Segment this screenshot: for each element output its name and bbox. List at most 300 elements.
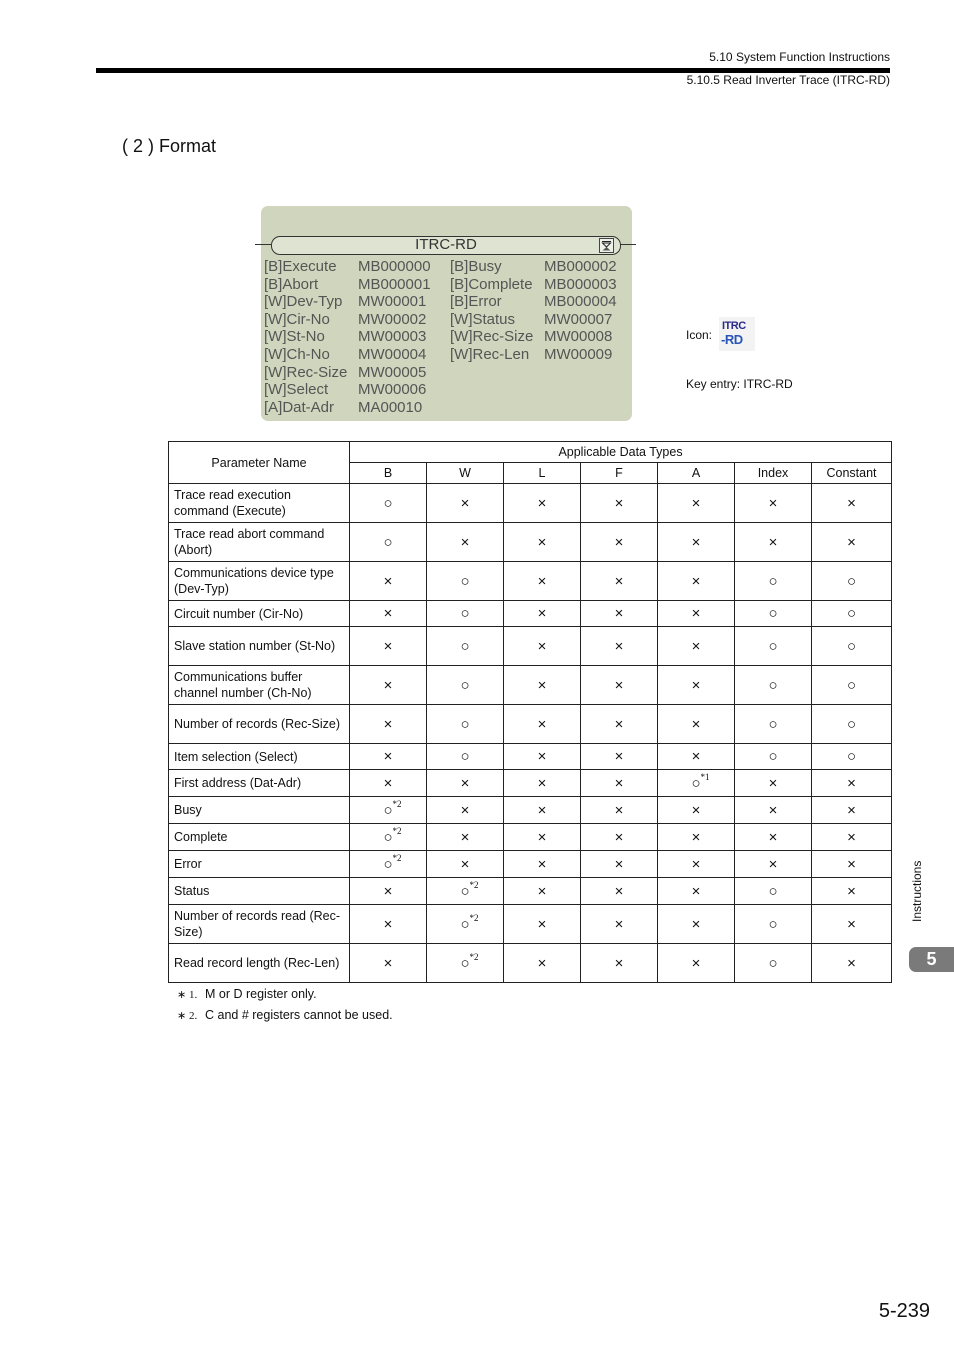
applicability-cell [812,797,892,824]
applicability-symbol: × [614,715,624,733]
applicability-symbol: × [691,494,701,512]
applicability-cell [812,878,892,905]
applicability-mark [538,883,547,900]
applicability-mark [460,716,469,733]
applicability-mark [538,716,547,733]
fb-output-param: [W]Rec-Len [450,345,530,363]
applicability-symbol: ○ [460,637,470,655]
fb-input-param: [W]Select [264,381,329,399]
footnote-ref: *2 [469,951,479,962]
applicability-symbol: × [460,533,470,551]
applicability-cell [350,878,427,905]
fb-output-param: [B]Complete [450,275,533,293]
applicability-mark [538,638,547,655]
applicability-symbol: ○ [768,637,778,655]
applicability-symbol: × [691,715,701,733]
applicability-symbol: × [691,572,701,590]
applicability-symbol: ○ [846,748,857,765]
applicability-mark [847,716,856,733]
applicability-cell [658,562,735,601]
table-row [169,824,892,851]
fb-input-value: MW00005 [358,363,427,381]
applicability-symbol: × [768,801,778,819]
footnote-text: C and # registers cannot be used. [205,1008,393,1022]
applicability-symbol: × [537,882,547,900]
table-row [169,523,892,562]
header-subsection: 5.10.5 Read Inverter Trace (ITRC-RD) [686,73,890,87]
applicability-symbol: × [383,637,393,655]
applicability-cell [504,878,581,905]
table-row [169,705,892,744]
applicability-mark [615,495,624,512]
applicability-mark [692,856,701,873]
applicability-cell [812,905,892,944]
applicability-cell [735,744,812,770]
table-row [169,770,892,797]
applicability-symbol: ○ [846,605,857,622]
applicability-mark [384,605,393,622]
fb-input-param: [W]Cir-No [264,310,330,328]
applicability-symbol: ○ [846,572,857,590]
applicability-symbol: × [614,801,624,819]
applicability-mark [538,677,547,694]
fb-input-value: MB000000 [358,258,431,275]
applicability-cell [658,944,735,983]
applicability-mark [847,534,856,551]
applicability-cell [504,944,581,983]
table-row [169,601,892,627]
function-block [261,206,632,421]
applicability-mark [769,495,778,512]
fb-output-param: [W]Rec-Size [450,328,534,346]
applicability-mark [768,916,777,933]
footnote-text: M or D register only. [205,987,317,1001]
applicability-mark [383,534,392,551]
applicability-symbol: × [691,855,701,873]
table-row [169,878,892,905]
applicability-symbol: × [614,748,624,765]
applicability-mark [538,495,547,512]
footnote-mark: ∗ 2. [177,1010,198,1022]
applicability-symbol: × [614,774,624,792]
applicability-mark [538,534,547,551]
applicability-mark [538,916,547,933]
applicability-mark [615,534,624,551]
applicability-symbol: × [383,605,393,622]
icon-label: Icon: [686,328,713,342]
applicability-mark [461,856,470,873]
applicability-mark [383,852,402,873]
applicability-cell [658,705,735,744]
applicability-cell [812,666,892,705]
applicability-cell [658,797,735,824]
applicability-cell [427,824,504,851]
applicability-cell [581,770,658,797]
applicability-symbol: × [691,533,701,551]
applicability-symbol: × [847,855,856,873]
applicability-cell [735,905,812,944]
applicability-mark [847,955,856,972]
applicability-cell [350,705,427,744]
applicability-mark [769,829,778,846]
applicability-cell [658,627,735,666]
applicability-symbol: × [460,801,470,819]
applicability-symbol: ○ [460,605,470,622]
applicability-mark [768,573,777,590]
applicability-cell [427,878,504,905]
header-section: 5.10 System Function Instructions [709,50,890,64]
applicability-symbol: ○ [768,748,778,765]
applicability-mark [692,955,701,972]
applicability-mark [768,605,777,622]
section-title: ( 2 ) Format [122,136,217,156]
applicability-cell [812,824,892,851]
applicability-symbol: ○ [383,533,393,551]
fb-input-param: [A]Dat-Adr [264,398,335,416]
applicability-symbol: × [691,915,701,933]
applicability-mark [847,573,856,590]
function-block-title: ITRC-RD [415,236,477,253]
footnote-mark: ∗ 1. [177,989,198,1001]
applicability-cell [504,705,581,744]
applicability-mark [847,883,856,900]
table-row [169,744,892,770]
applicability-symbol: × [847,828,856,846]
applicability-cell [350,770,427,797]
applicability-mark [615,677,624,694]
applicability-cell [735,944,812,983]
applicability-symbol: ○ [460,882,470,900]
applicability-mark [461,775,470,792]
applicability-symbol: × [383,774,393,792]
applicability-cell [427,944,504,983]
applicability-symbol: ○ [768,954,778,972]
applicability-symbol: × [847,801,856,819]
footnotes [177,984,393,1026]
applicability-symbol: × [383,915,393,933]
applicability-cell [350,797,427,824]
applicability-mark [460,638,469,655]
icon-text-line2: -RD [721,332,743,347]
parameter-name: Trace read execution command (Execute) [169,484,350,523]
applicability-cell [504,824,581,851]
applicability-cell [504,905,581,944]
applicability-cell [735,705,812,744]
applicability-mark [460,912,479,933]
connector-line-right [620,244,636,245]
applicability-mark [615,638,624,655]
fb-input-value: MA00010 [358,398,423,416]
applicability-mark [692,605,701,622]
footnote-ref: *2 [469,879,479,890]
applicability-mark [769,534,778,551]
applicability-cell [735,484,812,523]
applicability-symbol: × [614,572,624,590]
applicability-symbol: ○ [768,915,778,933]
applicability-cell [735,601,812,627]
fb-output-value [544,364,636,382]
table-row [169,944,892,983]
applicability-symbol: × [537,954,547,972]
applicability-cell [581,905,658,944]
applicability-cell [658,523,735,562]
applicability-cell [427,705,504,744]
fb-output-param: [B]Busy [450,258,502,275]
table-row [169,905,892,944]
applicability-mark [383,825,402,846]
fb-input-param: [B]Execute [264,258,337,275]
parameter-name: Complete [169,824,350,851]
applicability-symbol: × [614,676,624,694]
applicability-symbol: × [847,882,856,900]
applicability-cell [504,797,581,824]
key-entry: Key entry: ITRC-RD [686,377,793,391]
applicability-mark [615,573,624,590]
applicability-mark [768,955,777,972]
applicability-cell [427,770,504,797]
applicability-cell [581,744,658,770]
parameter-name: Number of records (Rec-Size) [169,705,350,744]
expand-icon[interactable] [599,238,614,253]
applicability-symbol: × [847,533,856,551]
applicability-mark [384,916,393,933]
applicability-symbol: × [847,774,856,792]
fb-output-param: [B]Error [450,293,502,311]
applicability-cell [350,484,427,523]
applicability-cell [735,523,812,562]
applicability-cell [812,944,892,983]
footnote-ref: *1 [700,771,710,782]
fb-output-param: [W]Status [450,310,516,328]
fb-output-value: MB000002 [544,258,617,275]
table-row [169,666,892,705]
column-header: L [504,463,581,484]
applicability-symbol: × [383,572,393,590]
applicability-mark [538,748,547,765]
applicability-cell [812,851,892,878]
applicability-mark [460,951,479,972]
applicability-mark [384,638,393,655]
applicability-symbol: × [460,774,470,792]
applicability-symbol: × [537,828,547,846]
applicability-symbol: × [614,882,624,900]
applicability-symbol: × [537,572,547,590]
applicability-symbol: × [614,533,624,551]
applicability-mark [847,829,856,846]
column-header: F [581,463,658,484]
applicability-mark [460,879,479,900]
parameter-table [168,441,892,983]
footnote-ref: *2 [392,825,402,836]
applicability-mark [384,883,393,900]
applicability-symbol: × [768,774,778,792]
applicability-symbol: × [537,637,547,655]
applicability-cell [350,944,427,983]
applicability-mark [615,605,624,622]
applicability-cell [735,627,812,666]
applicability-symbol: × [460,494,470,512]
fb-output-value: MW00009 [544,345,613,363]
parameter-name: Number of records read (Rec-Size) [169,905,350,944]
column-header: W [427,463,504,484]
applicability-symbol: ○ [383,855,393,873]
applicability-cell [504,484,581,523]
column-header: Constant [812,463,892,484]
applicability-symbol: × [691,954,701,972]
applicability-cell [735,797,812,824]
applicability-symbol: × [537,494,547,512]
parameter-name: Busy [169,797,350,824]
applicability-mark [692,495,701,512]
applicability-mark [847,638,856,655]
applicability-mark [384,677,393,694]
applicability-cell [735,878,812,905]
applicability-cell [581,797,658,824]
applicability-symbol: × [614,494,624,512]
parameter-name: Circuit number (Cir-No) [169,601,350,627]
applicability-symbol: × [614,915,624,933]
footnote [177,1005,393,1026]
applicability-cell [350,523,427,562]
applicability-cell [350,824,427,851]
applicability-mark [692,802,701,819]
applicability-symbol: × [768,828,778,846]
applicability-cell [812,523,892,562]
applicability-symbol: × [537,676,547,694]
fb-output-value: MW00007 [544,310,613,328]
applicability-mark [538,775,547,792]
applicability-cell [350,666,427,705]
applicability-symbol: ○ [460,572,470,590]
applicability-cell [350,627,427,666]
applicability-mark [461,829,470,846]
applicability-mark [538,856,547,873]
applicability-cell [735,562,812,601]
applicability-cell [581,705,658,744]
icon-text-line1: ITRC [722,320,746,332]
applicability-cell [658,905,735,944]
applicability-mark [692,677,701,694]
applicability-mark [615,856,624,873]
applicability-cell [350,851,427,878]
applicability-symbol: ○ [768,882,778,900]
applicability-symbol: ○ [460,715,470,733]
applicability-mark [768,638,777,655]
applicability-cell [658,601,735,627]
applicability-cell [504,562,581,601]
applicability-cell [658,666,735,705]
fb-input-value: MW00006 [358,381,427,399]
applicability-symbol: × [537,715,547,733]
fb-input-value: MW00003 [358,328,427,346]
applicability-mark [615,955,624,972]
applicability-cell [504,666,581,705]
applicability-mark [692,534,701,551]
applicability-mark [383,495,392,512]
applicability-cell [812,770,892,797]
applicability-mark [384,955,393,972]
applicability-mark [615,802,624,819]
applicability-symbol: × [614,855,624,873]
footnote-ref: *2 [469,912,479,923]
fb-input-value: MW00001 [358,293,427,311]
applicability-symbol: × [691,882,701,900]
applicability-cell [350,601,427,627]
applicability-symbol: × [537,801,547,819]
parameter-name: Read record length (Rec-Len) [169,944,350,983]
applicability-mark [847,677,856,694]
fb-input-param: [W]Ch-No [264,345,330,363]
applicability-mark [768,748,777,765]
applicability-mark [384,716,393,733]
applicability-symbol: ○ [768,605,778,622]
applicability-mark [615,916,624,933]
parameter-name: Slave station number (St-No) [169,627,350,666]
applicability-mark [769,775,778,792]
applicability-symbol: × [614,828,624,846]
fb-output-value: MB000004 [544,293,617,311]
applicability-mark [461,802,470,819]
applicability-mark [461,495,470,512]
applicability-symbol: × [691,828,701,846]
applicability-symbol: × [383,954,393,972]
applicability-mark [384,573,393,590]
side-tab-label: Instructions [910,860,924,922]
applicability-mark [538,605,547,622]
applicability-mark [692,916,701,933]
applicability-cell [427,627,504,666]
applicability-cell [658,878,735,905]
applicability-symbol: × [537,915,547,933]
applicability-symbol: × [691,637,701,655]
applicability-cell [427,905,504,944]
table-row [169,484,892,523]
column-header: B [350,463,427,484]
applicability-symbol: ○ [768,572,778,590]
footnote [177,984,393,1005]
function-block-params [264,258,636,416]
column-header: Index [735,463,812,484]
applicability-symbol: × [537,605,547,622]
applicability-symbol: × [768,533,778,551]
applicability-cell [427,562,504,601]
applicability-cell [504,744,581,770]
applicability-mark [847,802,856,819]
applicability-mark [692,638,701,655]
applicability-mark [692,573,701,590]
applicability-mark [768,677,777,694]
applicability-cell [427,797,504,824]
applicability-symbol: × [383,748,393,765]
fb-output-param [450,381,544,399]
applicability-mark [538,829,547,846]
applicability-mark [847,495,856,512]
applicability-cell [735,666,812,705]
applicability-cell [658,851,735,878]
applicability-mark [847,856,856,873]
applicability-mark [460,748,469,765]
fb-output-value [544,381,636,399]
parameter-name: Communications device type (Dev-Typ) [169,562,350,601]
applicability-mark [615,775,624,792]
parameter-name: Communications buffer channel number (Ch-No) [169,666,350,705]
applicability-symbol: × [383,715,393,733]
applicability-mark [769,802,778,819]
applicability-cell [581,878,658,905]
applicability-mark [768,716,777,733]
applicability-symbol: ○ [768,715,778,733]
applicability-mark [847,748,856,765]
